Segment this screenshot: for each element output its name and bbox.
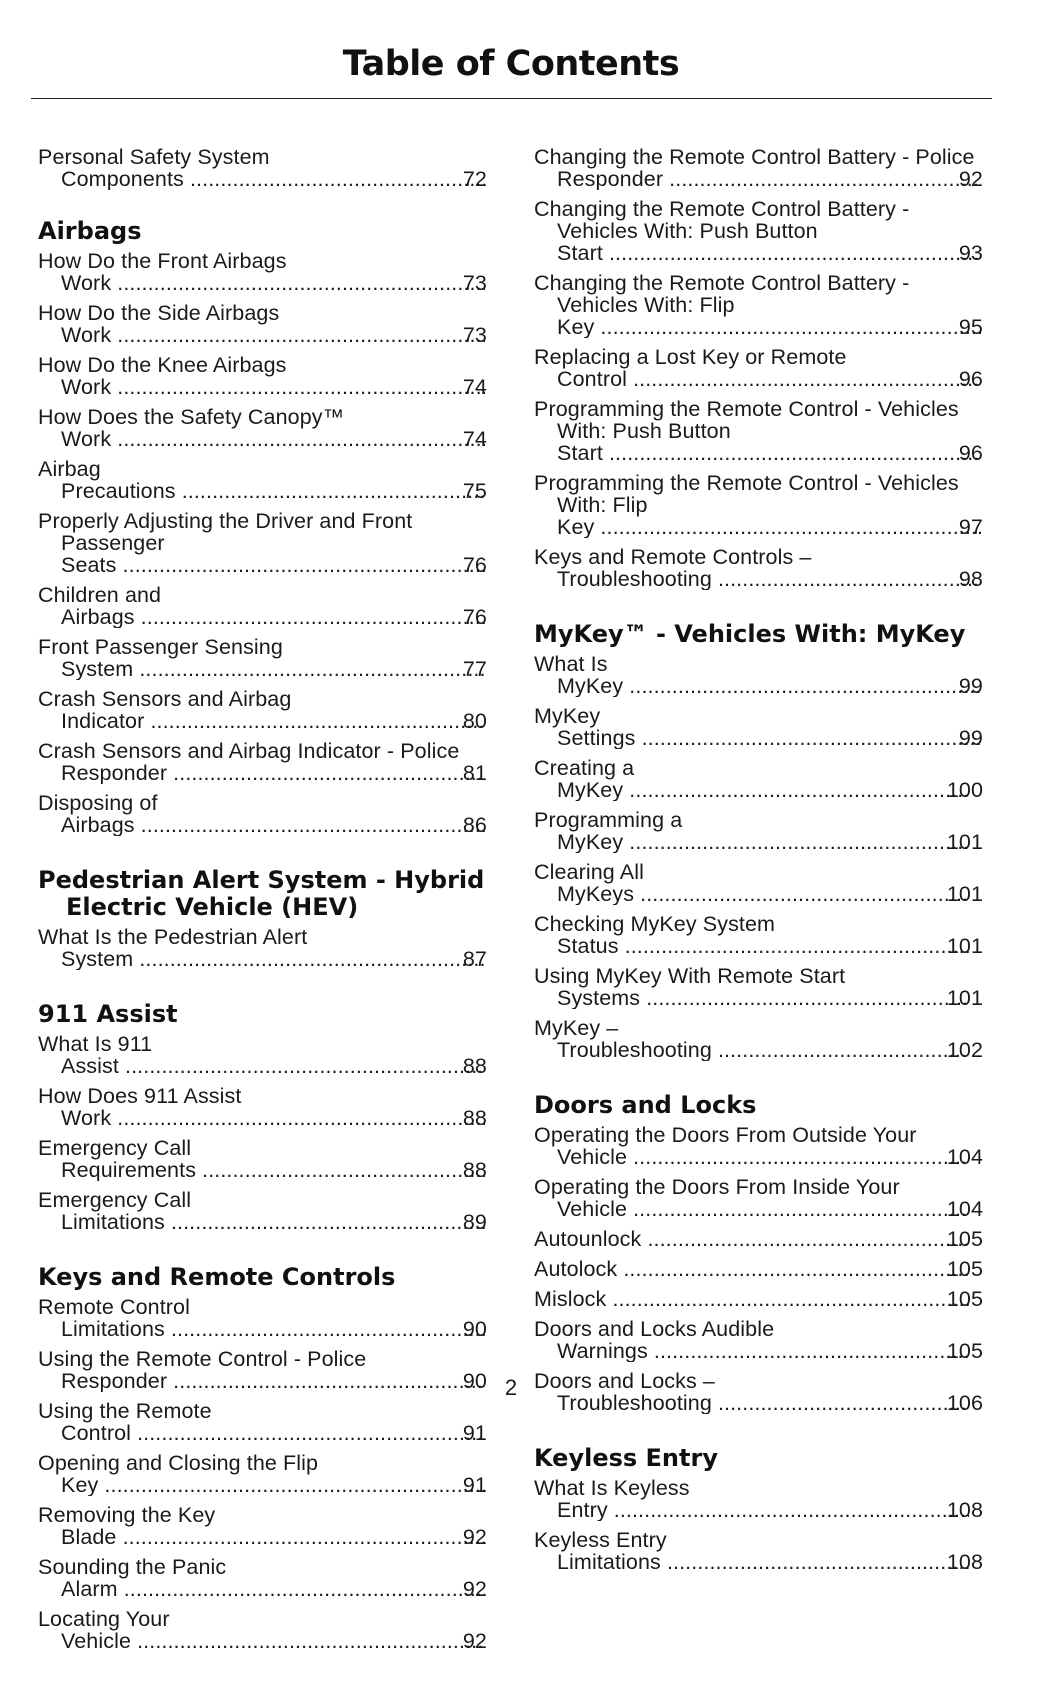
toc-entry-label: Using the Remote Control - Police Responder .....	[38, 1348, 487, 1392]
section-heading: MyKey™ - Vehicles With: MyKey	[534, 620, 966, 648]
toc-entry-page-number: 108	[946, 1498, 983, 1521]
toc-section-keys-and-remote-controls	[38, 1264, 487, 1652]
toc-entry-label: Airbag Precautions .....	[38, 458, 487, 502]
toc-entry-label: Opening and Closing the Flip Key .....	[38, 1452, 487, 1496]
toc-entry-label: What Is the Pedestrian Alert System .....	[38, 926, 487, 970]
toc-entry-label: Programming the Remote Control - Vehicles With: Flip Key .....	[534, 472, 983, 538]
toc-entry-label: Emergency Call Limitations .....	[38, 1189, 487, 1233]
section-heading: 911 Assist	[38, 1000, 178, 1028]
toc-entry[interactable]	[38, 1189, 487, 1233]
toc-entry-label: Doors and Locks Audible Warnings .....	[534, 1318, 983, 1362]
toc-entry[interactable]	[534, 198, 983, 264]
toc-entry-label: Keyless Entry Limitations .....	[534, 1529, 983, 1573]
toc-entry-page-number: 97	[958, 515, 983, 538]
toc-entry-page-number: 105	[946, 1339, 983, 1362]
toc-entry-label: Removing the Key Blade .....	[38, 1504, 487, 1548]
toc-entry-label: Crash Sensors and Airbag Indicator .....	[38, 688, 487, 732]
toc-entry-page-number: 89	[462, 1210, 487, 1233]
toc-section-911-assist	[38, 1001, 487, 1233]
toc-entry-page-number: 96	[958, 441, 983, 464]
toc-entry[interactable]	[38, 406, 487, 450]
section-heading: Airbags	[38, 217, 142, 245]
toc-entry-label: Crash Sensors and Airbag Indicator - Police Responder .....	[38, 740, 487, 784]
toc-entry[interactable]	[38, 510, 487, 576]
toc-entry-page-number: 88	[462, 1054, 487, 1077]
toc-entry[interactable]	[38, 1504, 487, 1548]
toc-entry-label: Operating the Doors From Inside Your Vehicle .....	[534, 1176, 983, 1220]
toc-entry-page-number: 95	[958, 315, 983, 338]
toc-entry[interactable]	[38, 1608, 487, 1652]
toc-entry-label: Replacing a Lost Key or Remote Control .....	[534, 346, 983, 390]
toc-section	[534, 146, 983, 590]
toc-entry-page-number: 93	[958, 241, 983, 264]
toc-section-pedestrian-alert-system-hybrid-electric-vehicle-hev	[38, 867, 487, 970]
toc-entry-label: How Does 911 Assist Work .....	[38, 1085, 487, 1129]
toc-entry[interactable]	[534, 1228, 983, 1250]
page-title: Table of Contents	[342, 44, 680, 84]
toc-entry-page-number: 88	[462, 1158, 487, 1181]
toc-entry-label: What Is 911 Assist .....	[38, 1033, 487, 1077]
toc-entry-page-number: 75	[462, 479, 487, 502]
toc-entry-page-number: 80	[462, 709, 487, 732]
toc-entry-label: Using MyKey With Remote Start Systems .....	[534, 965, 983, 1009]
toc-entry[interactable]	[534, 1176, 983, 1220]
toc-entry-page-number: 92	[462, 1629, 487, 1652]
toc-entry[interactable]	[38, 302, 487, 346]
toc-entry[interactable]	[38, 146, 487, 190]
toc-entry-page-number: 96	[958, 367, 983, 390]
toc-entry-label: Locating Your Vehicle .....	[38, 1608, 487, 1652]
toc-entry[interactable]	[38, 1556, 487, 1600]
toc-entry-page-number: 108	[946, 1550, 983, 1573]
toc-entry-page-number: 101	[946, 830, 983, 853]
toc-entry[interactable]	[534, 1258, 983, 1280]
toc-entry[interactable]	[534, 398, 983, 464]
toc-entry[interactable]	[534, 1529, 983, 1573]
toc-entry-page-number: 74	[462, 427, 487, 450]
toc-entry-page-number: 74	[462, 375, 487, 398]
toc-entry-page-number: 72	[462, 167, 487, 190]
toc-entry-page-number: 91	[462, 1473, 487, 1496]
toc-entry-page-number: 90	[462, 1369, 487, 1392]
toc-entry[interactable]	[38, 250, 487, 294]
toc-entry[interactable]	[534, 1017, 983, 1061]
toc-entry-label: How Do the Front Airbags Work .....	[38, 250, 487, 294]
toc-entry-label: Clearing All MyKeys .....	[534, 861, 983, 905]
page-number: 2	[504, 1375, 518, 1400]
toc-entry-label: How Do the Side Airbags Work .....	[38, 302, 487, 346]
toc-entry-page-number: 86	[462, 813, 487, 836]
toc-entry[interactable]	[38, 688, 487, 732]
title-divider	[31, 98, 992, 99]
toc-entry[interactable]	[534, 1318, 983, 1362]
toc-entry[interactable]	[38, 1085, 487, 1129]
toc-entry[interactable]	[38, 1400, 487, 1444]
toc-entry-page-number: 99	[958, 674, 983, 697]
toc-entry-label: Personal Safety System Components .....	[38, 146, 487, 190]
toc-entry-label: Programming a MyKey .....	[534, 809, 983, 853]
toc-entry-page-number: 99	[958, 726, 983, 749]
toc-entry-label: Properly Adjusting the Driver and Front Passenger Seats .....	[38, 510, 487, 576]
toc-section-keyless-entry	[534, 1445, 983, 1573]
toc-entry[interactable]	[38, 740, 487, 784]
toc-entry[interactable]	[534, 809, 983, 853]
toc-left-column	[38, 146, 487, 1683]
toc-entry-label: Children and Airbags .....	[38, 584, 487, 628]
toc-entry-label: Changing the Remote Control Battery - Police Responder .....	[534, 146, 983, 190]
toc-entry-page-number: 100	[946, 778, 983, 801]
toc-section-mykey-vehicles-with-mykey	[534, 621, 983, 1061]
toc-entry[interactable]	[38, 584, 487, 628]
toc-entry-label: Using the Remote Control .....	[38, 1400, 487, 1444]
toc-entry-label: What Is Keyless Entry .....	[534, 1477, 983, 1521]
toc-section-airbags	[38, 218, 487, 836]
toc-entry[interactable]	[38, 792, 487, 836]
toc-entry-label: Autounlock .....	[534, 1228, 983, 1250]
toc-entry-label: MyKey – Troubleshooting .....	[534, 1017, 983, 1061]
toc-entry[interactable]	[534, 546, 983, 590]
toc-entry-label: Disposing of Airbags .....	[38, 792, 487, 836]
toc-section	[38, 146, 487, 190]
toc-entry[interactable]	[38, 1137, 487, 1181]
toc-entry[interactable]	[534, 861, 983, 905]
toc-entry-page-number: 101	[946, 882, 983, 905]
toc-entry-page-number: 87	[462, 947, 487, 970]
toc-entry-label: Sounding the Panic Alarm .....	[38, 1556, 487, 1600]
section-heading: Keyless Entry	[534, 1444, 718, 1472]
toc-entry-page-number: 90	[462, 1317, 487, 1340]
section-heading: Doors and Locks	[534, 1091, 757, 1119]
toc-entry-page-number: 92	[462, 1525, 487, 1548]
toc-entry-page-number: 88	[462, 1106, 487, 1129]
toc-entry[interactable]	[534, 1124, 983, 1168]
toc-entry-page-number: 105	[946, 1228, 983, 1250]
toc-entry[interactable]	[38, 1033, 487, 1077]
toc-entry-page-number: 104	[946, 1197, 983, 1220]
toc-entry[interactable]	[38, 354, 487, 398]
toc-entry-page-number: 91	[462, 1421, 487, 1444]
toc-entry-page-number: 102	[946, 1038, 983, 1061]
toc-entry[interactable]	[38, 636, 487, 680]
toc-entry-page-number: 81	[462, 761, 487, 784]
toc-entry[interactable]	[534, 346, 983, 390]
toc-entry-label: Checking MyKey System Status .....	[534, 913, 983, 957]
toc-entry-page-number: 92	[958, 167, 983, 190]
toc-entry-label: Autolock .....	[534, 1258, 983, 1280]
toc-entry-label: How Does the Safety Canopy™ Work .....	[38, 406, 487, 450]
toc-entry[interactable]	[534, 472, 983, 538]
toc-entry-label: Emergency Call Requirements .....	[38, 1137, 487, 1181]
toc-entry[interactable]	[534, 653, 983, 697]
toc-entry[interactable]	[38, 1296, 487, 1340]
toc-entry-page-number: 73	[462, 323, 487, 346]
toc-entry-label: Programming the Remote Control - Vehicles With: Push Button Start .....	[534, 398, 983, 464]
toc-entry[interactable]	[534, 757, 983, 801]
toc-entry[interactable]	[534, 146, 983, 190]
toc-entry-page-number: 104	[946, 1145, 983, 1168]
toc-entry-page-number: 106	[946, 1391, 983, 1414]
toc-entry-label: Doors and Locks – Troubleshooting .....	[534, 1370, 983, 1414]
toc-entry-label: Operating the Doors From Outside Your Vehicle .....	[534, 1124, 983, 1168]
toc-entry[interactable]	[534, 272, 983, 338]
toc-entry[interactable]	[534, 965, 983, 1009]
toc-entry[interactable]	[534, 913, 983, 957]
toc-entry-page-number: 76	[462, 553, 487, 576]
toc-entry-label: How Do the Knee Airbags Work .....	[38, 354, 487, 398]
toc-entry-label: What Is MyKey .....	[534, 653, 983, 697]
toc-entry-page-number: 101	[946, 986, 983, 1009]
toc-entry-label: Keys and Remote Controls – Troubleshooting .....	[534, 546, 983, 590]
section-heading: Pedestrian Alert System - Hybrid Electric Vehicle (HEV)	[38, 866, 485, 921]
toc-entry-label: Front Passenger Sensing System .....	[38, 636, 487, 680]
toc-entry-page-number: 92	[462, 1577, 487, 1600]
toc-entry-label: Changing the Remote Control Battery - Vehicles With: Push Button Start .....	[534, 198, 983, 264]
toc-entry-page-number: 77	[462, 657, 487, 680]
toc-entry[interactable]	[534, 1477, 983, 1521]
toc-entry-page-number: 105	[946, 1258, 983, 1280]
toc-entry-page-number: 105	[946, 1288, 983, 1310]
toc-entry[interactable]	[38, 926, 487, 970]
toc-entry[interactable]	[38, 458, 487, 502]
toc-entry-page-number: 76	[462, 605, 487, 628]
section-heading: Keys and Remote Controls	[38, 1263, 396, 1291]
toc-entry-label: Creating a MyKey .....	[534, 757, 983, 801]
toc-entry[interactable]	[534, 1288, 983, 1310]
toc-entry-page-number: 73	[462, 271, 487, 294]
toc-entry[interactable]	[38, 1452, 487, 1496]
toc-entry[interactable]	[534, 705, 983, 749]
toc-section-doors-and-locks	[534, 1092, 983, 1414]
toc-entry-label: Remote Control Limitations .....	[38, 1296, 487, 1340]
toc-entry-page-number: 101	[946, 934, 983, 957]
toc-entry-label: Changing the Remote Control Battery - Vehicles With: Flip Key .....	[534, 272, 983, 338]
toc-entry-page-number: 98	[958, 567, 983, 590]
toc-entry-label: Mislock .....	[534, 1288, 983, 1310]
toc-entry-label: MyKey Settings .....	[534, 705, 983, 749]
